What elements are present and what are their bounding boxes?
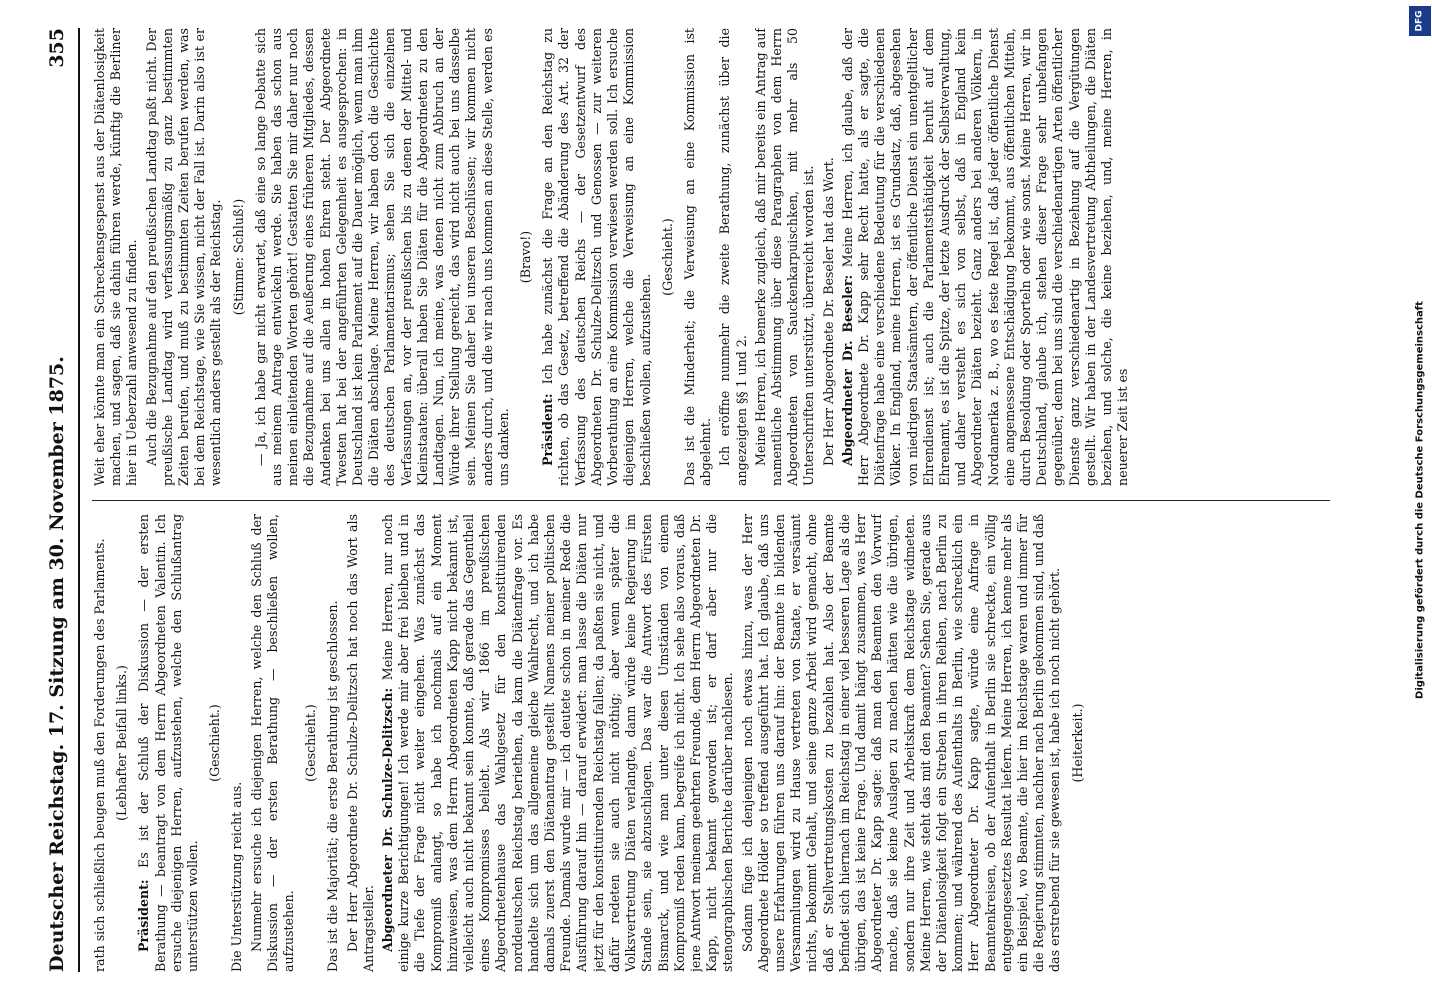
speech-paragraph bbox=[136, 514, 201, 972]
paragraph bbox=[821, 28, 837, 486]
paragraph-text: Der Herr Abgeordnete Dr. Schulze-Delitzsch hat noch das Wort als Antragsteller. bbox=[344, 514, 376, 972]
paragraph bbox=[144, 28, 225, 486]
speaker-name: Abgeordneter Dr. Beseler: bbox=[839, 274, 855, 466]
paragraph-text: Der Herr Abgeordnete Dr. Beseler hat das Wort. bbox=[820, 157, 836, 466]
paragraph-text: rath sich schließlich beugen muß den Forderungen des Parlaments. bbox=[92, 538, 107, 972]
paragraph-text: Weit eher könnte man ein Schreckensgespenst aus der Diätenlosigkeit machen, und sagen, daß sie dahin führen werde, künftig die Berliner hier in Ueberzahl anwesend zu finden. bbox=[92, 28, 140, 486]
page-number: 355 bbox=[46, 28, 68, 68]
paragraph-text: (Geschieht.) bbox=[207, 704, 223, 782]
paragraph-text: — Ja, ich habe gar nicht erwartet, daß eine so lange Debatte sich aus meinem Antrage entwickeln werde. Sie haben das schon aus meinen einleitenden Worten gehört! Gestatten Sie mir daher nur noch die Bezugnahme auf die Aeußerung eines früheren Mitgliedes, dessen Andenken bei uns allen in hohen Ehren steht. Der Abgeordnete Twesten hat bei der angeführten Gelegenheit es ausgesprochen: in Deutschland ist kein Parlament auf die Dauer möglich, wenn man ihm die Diäten abschlage. Meine Herren, wir haben doch die Geschichte des deutschen Parlamentarismus; sehen Sie sich die einzelnen Verfassungen an, vor der preußischen bis zu denen der Mittel- und Kleinstaaten: überall haben Sie Diäten für die Abgeordneten zu den Landtagen. Nun, ich meine, was denen nicht zum Abbruch an der Würde ihrer Stellung gereicht, das wird nicht auch bei uns dasselbe sein. Meinen Sie daher bei unseren Beschlüssen; wir kommen nicht anders durch, und die wir nach uns kommen an diese Stelle, werden es uns danken. bbox=[252, 28, 511, 486]
paragraph bbox=[253, 28, 512, 486]
paragraph-text: Meine Herren, ich glaube, daß der Herr Abgeordnete Dr. Kapp sehr Recht hatte, als er sagte, die Diätenfrage habe eine verschiedene Bedeutung für die verschiedenen Völker. In England, meine Herren, ist es Grundsatz, daß, abgesehen von niedrigen Staatsämtern, der öffentliche Dienst ein unentgeltlicher Ehrendienst ist; auch die Parlamentsthätigkeit beruht auf dem Ehrenamt, es ist die Spitze, der letzte Ausdruck der Selbstverwaltung, und daher versteht es sich von selbst, daß in England kein Abgeordneter Diäten bezieht. Ganz anders bei anderen Völkern, in Nordamerika z. B., wo es feste Regel ist, daß jeder öffentliche Dienst eine angemessene Entschädigung bekommt, aus öffentlichen Mitteln, durch Besoldung oder Sporteln oder wie sonst. Meine Herren, wir in Deutschland, glaube ich, stehen dieser Frage sehr unbefangen gegenüber, denn bei uns sind die verschiedenartigen Arten öffentlicher Dienste ganz verschiedenartig in Beziehung auf die Vergütungen gestellt. Wir haben in der Landesvertretung Abtheilungen, die Diäten beziehen, und solche, die keine beziehen, und, meine Herren, in neuerer Zeit ist es bbox=[839, 28, 1131, 486]
page-header bbox=[40, 28, 80, 972]
paragraph bbox=[717, 28, 749, 486]
stage-direction bbox=[660, 28, 676, 486]
paragraph-text: Die Unterstützung reicht aus. bbox=[229, 781, 245, 972]
speech-paragraph bbox=[540, 28, 653, 486]
paragraph bbox=[325, 514, 341, 972]
paragraph-text: Das ist die Minderheit; die Verweisung an eine Kommission ist abgelehnt. bbox=[681, 28, 714, 486]
speaker-name: Abgeordneter Dr. Schulze-Delitzsch: bbox=[380, 687, 396, 952]
paragraph-text: Ich habe zunächst die Frage an den Reichstag zu richten, ob das Gesetz, betreffend die Abänderung des Art. 32 der Verfassung des deutschen Reichs — der Gesetzentwurf des Abgeordneten Dr. Schulze-Delitzsch und Genossen — zur weiteren Vorberathung an eine Kommission verwiesen werden soll. Ich ersuche diejenigen Herren, welche die Verweisung an eine Kommission beschließen wollen, aufzustehen. bbox=[540, 28, 653, 486]
paragraph-text: (Geschieht.) bbox=[659, 218, 675, 296]
paragraph-text: Sodann füge ich denjenigen noch etwas hinzu, was der Herr Abgeordnete Hölder so treffend ausgeführt hat. Ich glaube, daß uns unsere Erfahrungen führen uns darauf hin: der Beamte in bildenden Versammlungen wird zu Hause vertreten von Staate, er versäumt nichts, bekommt Gehalt, und seine ganze Arbeit wird gemacht, ohne daß er Stellvertretungskosten zu bezahlen hat. Also der Beamte befindet sich hiernach im Reichstag in einer viel besseren Lage als die übrigen, das ist keine Frage. Und damit hängt zusammen, was Herr Abgeordneter Dr. Kapp sagte: daß man den Beamten den Vorwurf mache, daß sie keine Auslagen zu machen hätten wie die übrigen, sondern nur ihre Zeit und Arbeitskraft dem Reichstage widmeten. Meine Herren, wie steht das mit den Beamten? Sehen Sie, gerade aus der Diätenlosigkeit folgt ein Streben in ihren Reihen, nach Berlin zu kommen; und während des Aufenthalts in Berlin, wie schrecklich ein Herr Abgeordneter Dr. Kapp sagte, würde eine Anfrage in Beamtenkreisen, ob der Aufenthalt in Berlin sie schreckte, ein völlig entgegengesetztes Resultat liefern. Meine Herren, ich kenne mehr als ein Beispiel, wo Beamte, die hier im Reichstage waren und immer für die Regierung stimmten, nachher nach Berlin gekommen sind, und daß das erstrebend für sie gewesen ist, habe ich noch nicht gehört. bbox=[739, 514, 1063, 972]
paragraph-text: (Heiterkeit.) bbox=[1069, 703, 1085, 783]
paragraph-text: Auch die Bezugnahme auf den preußischen Landtag paßt nicht. Der preußische Landtag wird verfassungsmäßig zu ganz bestimmten Zeiten berufen, und muß zu bestimmten Zeiten berufen werden, was bei dem Reichstage, wie Sie wissen, nicht der Fall ist. Darin also ist er wesentlich anders gestellt als der Reichstag. bbox=[143, 28, 224, 486]
digitization-credit: Digitalisierung gefördert durch die Deutsche Forschungsgemeinschaft bbox=[1414, 301, 1426, 699]
speech-paragraph bbox=[380, 514, 736, 972]
stage-direction bbox=[231, 28, 247, 486]
running-title: Deutscher Reichstag. 17. Sitzung am 30. November 1875. bbox=[46, 356, 68, 972]
paragraph bbox=[92, 514, 108, 972]
stage-direction bbox=[518, 28, 534, 486]
dfg-logo-text: DFG bbox=[1414, 10, 1425, 32]
paragraph-text: Meine Herren, ich bemerke zugleich, daß mir bereits ein Antrag auf namentliche Abstimmung über diese Paragraphen von dem Herrn Abgeordneten von Sauckenkarpuischken, mit mehr als 50 Unterschriften unterstützt, überreicht worden ist. bbox=[752, 28, 817, 486]
speaker-name: Präsident: bbox=[136, 879, 152, 952]
paragraph-text: Das ist die Majorität; die erste Berathung ist geschlossen. bbox=[325, 600, 341, 972]
paragraph-text: (Geschieht.) bbox=[303, 704, 319, 782]
text-column-right bbox=[92, 28, 1330, 486]
paragraph-text: (Bravo!) bbox=[518, 230, 534, 284]
paragraph-text: Nunmehr ersuche ich diejenigen Herren, welche den Schluß der Diskussion — der ersten Berathung — beschließen wollen, aufzustehen. bbox=[248, 514, 297, 972]
paragraph-text: Ich eröffne nunmehr die zweite Berathung, zunächst über die angezeigten §§ 1 und 2. bbox=[717, 28, 749, 486]
column-divider bbox=[92, 500, 1330, 501]
dfg-logo-icon bbox=[1409, 6, 1431, 36]
stage-direction bbox=[114, 514, 130, 972]
paragraph bbox=[249, 514, 298, 972]
paragraph bbox=[345, 514, 377, 972]
paragraph-text: Meine Herren, nur noch einige kurze Berichtigungen! Ich werde mir aber frei bleiben und in die Tiefe der Frage nicht weiter eingehen. Was zunächst das Kompromiß anlangt, so habe ich nochmals auf ein Moment hinzuweisen, was dem Herrn Abgeordneten Kapp nicht bekannt ist, vielleicht auch nicht bekannt sein konnte, daß gerade das Gegentheil eines Kompromisses beliebt. Als wir 1866 im preußischen Abgeordnetenhause das Wahlgesetz für den konstituirenden norddeutschen Reichstag beriethen, da kam die Diätenfrage vor. Es handelte sich um das allgemeine gleiche Wahlrecht, und ich habe damals zuerst den Diätenantrag gestellt Namens meiner politischen Freunde. Damals wurde mir — ich deutete schon in meiner Rede die Ausführung darauf hin — darauf erwidert: man lasse die Diäten nur jetzt für den konstituirenden Reichstag fallen; da paßten sie nicht, und dafür redeten sie auch nicht nöthig; aber wenn später die Volksvertretung Diäten verlangte, dann würde keine Regierung im Stande sein, sie abzuschlagen. Das war die Antwort des Fürsten Bismarck, und wie man unter diesen Umständen von einem Kompromiß reden kann, begreife ich nicht. Ich sehe also voraus, daß jene Antwort meinem geehrten Freunde, dem Herrn Abgeordneten Dr. Kapp, nicht bekannt geworden ist; er darf aber nur die stenographischen Berichte darüber nachlesen. bbox=[380, 514, 736, 972]
speech-paragraph bbox=[840, 28, 1132, 486]
paragraph-text: (Lebhafter Beifall links.) bbox=[114, 665, 130, 821]
paragraph bbox=[753, 28, 818, 486]
paragraph bbox=[229, 514, 245, 972]
stage-direction bbox=[207, 514, 223, 972]
stage-direction bbox=[1070, 514, 1086, 972]
paragraph bbox=[92, 28, 141, 486]
paragraph-text: (Stimme: Schluß!) bbox=[230, 198, 246, 316]
paragraph bbox=[682, 28, 714, 486]
stage-direction bbox=[303, 514, 319, 972]
paragraph-text: Es ist der Schluß der Diskussion — der ersten Berathung — beantragt von dem Herrn Abgeordneten Valentin. Ich ersuche diejenigen Herren, aufzustehen, welche den Schlußantrag unterstützen wollen. bbox=[136, 514, 201, 972]
digitization-sidebar bbox=[1408, 0, 1432, 1000]
paragraph bbox=[740, 514, 1064, 972]
text-column-left bbox=[92, 514, 1330, 972]
speaker-name: Präsident: bbox=[540, 393, 556, 466]
